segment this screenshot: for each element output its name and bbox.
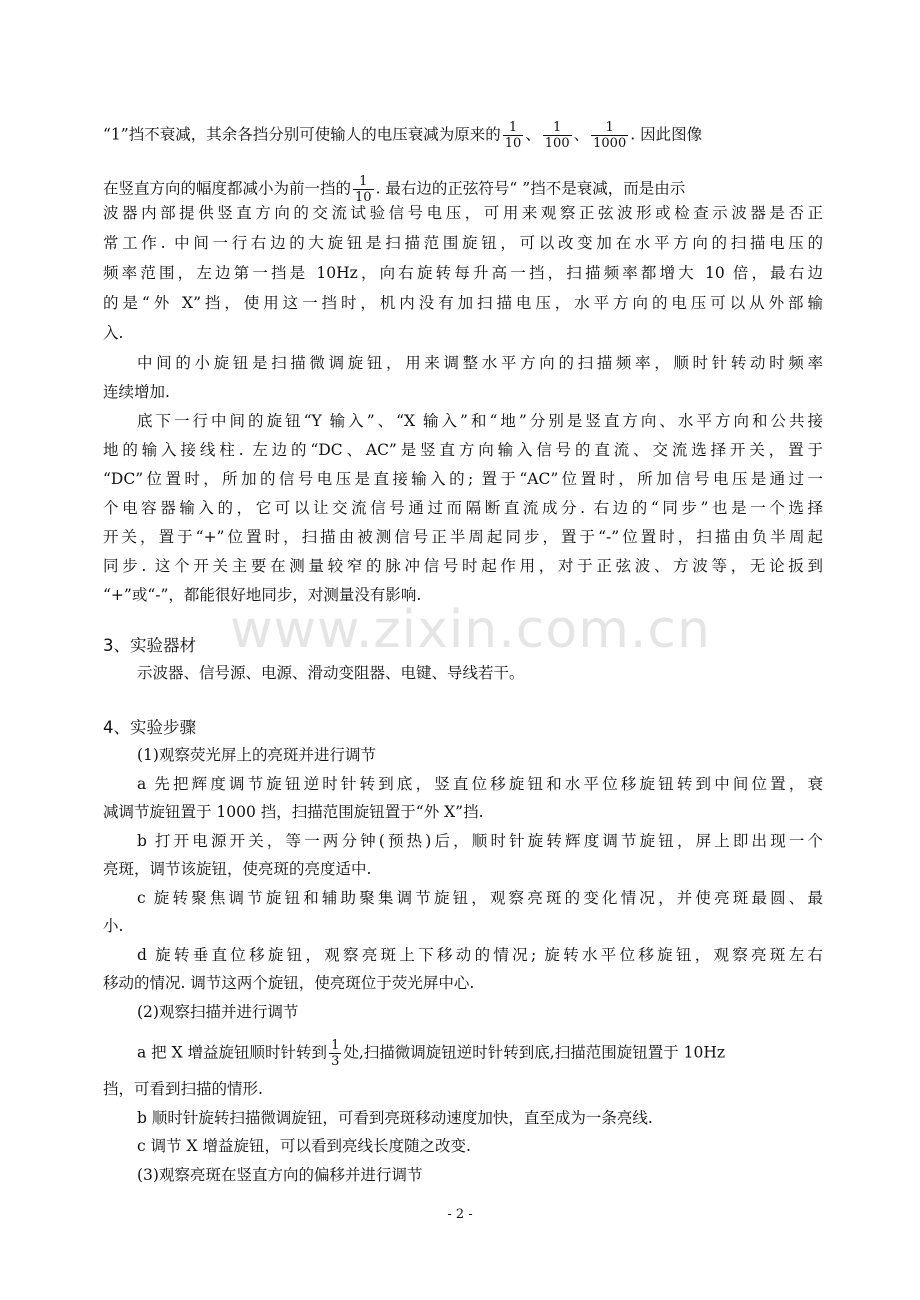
step-1b-line-1: b 打开电源开关，等一两分钟(预热)后，顺时针旋转辉度调节旋钮，屏上即出现一个 <box>137 832 823 850</box>
p3-line-1: 底下一行中间的旋钮“Y 输入”、“X 输入”和“地”分别是竖直方向、水平方向和公共接 <box>137 412 823 430</box>
p3-line-7: “+”或“-”，都能很好地同步，对测量没有影响. <box>103 586 422 604</box>
p1-line-6: 的是“外 X”挡，使用这一挡时，机内没有加扫描电压，水平方向的电压可以从外部输 <box>103 294 823 312</box>
p3-line-4: 个电容器输入的，它可以让交流信号通过而隔断直流成分. 右边的“同步”也是一个选择 <box>103 499 823 517</box>
step-2c: c 调节 X 增益旋钮，可以看到亮线长度随之改变. <box>137 1137 471 1155</box>
p1-line-2: 在竖直方向的幅度都减小为前一挡的 $\frac{1}{10}$ . 最右边的正弦符号“ ”挡不是衰减，而是由示 <box>103 174 686 205</box>
step-1a-line-1: a 先把辉度调节旋钮逆时针转到底，竖直位移旋钮和水平位移旋钮转到中间位置，衰 <box>137 775 823 793</box>
step-1c-line-2: 小. <box>103 917 124 935</box>
step-2a-line-1: a 把 X 增益旋钮顺时针转到 $\frac{1}{3}$ 处,扫描微调旋钮逆时针转到底,扫描范围旋钮置于 10Hz <box>137 1038 726 1069</box>
fraction-one-hundredth: $\frac{1}{100}$ <box>544 120 570 151</box>
section-4-heading: 4、实验步骤 <box>103 718 196 737</box>
section-3-heading: 3、实验器材 <box>103 636 196 655</box>
p3-line-2: 地的输入接线柱. 左边的“DC、AC”是竖直方向输入信号的直流、交流选择开关，置于 <box>103 441 823 459</box>
fraction-one-thousandth: $\frac{1}{1000}$ <box>593 120 627 151</box>
fraction-one-tenth: $\frac{1}{10}$ <box>504 120 522 151</box>
p1-line-1: “1”挡不衰减，其余各挡分别可使输人的电压衰减为原来的 $\frac{1}{10}$ 、 $\frac{1}{100}$ 、 $\frac{1}{1000}$ . 因此图像 <box>103 120 703 151</box>
p3-line-6: 同步. 这个开关主要在测量较窄的脉冲信号时起作用，对于正弦波、方波等，无论扳到 <box>103 557 823 575</box>
p1-line-4: 常工作. 中间一行右边的大旋钮是扫描范围旋钮，可以改变加在水平方向的扫描电压的 <box>103 234 823 252</box>
step-1a-line-2: 减调节旋钮置于 1000 挡，扫描范围旋钮置于“外 X”挡. <box>103 803 484 821</box>
step-1c-line-1: c 旋转聚焦调节旋钮和辅助聚集调节旋钮，观察亮斑的变化情况，并使亮斑最圆、最 <box>137 889 823 907</box>
page-number: - 2 - <box>447 1207 473 1222</box>
p1-line-5: 频率范围，左边第一挡是 10Hz，向右旋转每升高一挡，扫描频率都增大 10 倍，最右边 <box>103 264 823 282</box>
step-3-title: (3)观察亮斑在竖直方向的偏移并进行调节 <box>137 1166 423 1184</box>
p3-line-5: 开关，置于“+”位置时，扫描由被测信号正半周起同步，置于“-”位置时，扫描由负半周起 <box>103 528 823 546</box>
watermark: www.zixin.com.cn <box>230 600 711 660</box>
p3-line-3: “DC”位置时，所加的信号电压是直接输入的; 置于“AC”位置时，所加信号电压是通过一 <box>103 470 823 488</box>
step-1b-line-2: 亮斑，调节该旋钮，使亮斑的亮度适中. <box>103 860 372 878</box>
step-2a-line-2: 挡，可看到扫描的情形. <box>103 1080 263 1098</box>
p1-line-7: 入. <box>103 324 124 342</box>
step-2-title: (2)观察扫描并进行调节 <box>137 1003 299 1021</box>
section-3-body: 示波器、信号源、电源、滑动变阻器、电键、导线若干。 <box>137 664 525 682</box>
p2-line-2: 连续增加. <box>103 383 170 401</box>
step-1d-line-2: 移动的情况. 调节这两个旋钮，使亮斑位于荧光屏中心. <box>103 974 475 992</box>
fraction-one-tenth-b: $\frac{1}{10}$ <box>355 174 372 205</box>
step-1d-line-1: d 旋转垂直位移旋钮，观察亮斑上下移动的情况; 旋转水平位移旋钮，观察亮斑左右 <box>137 946 823 964</box>
step-1-title: (1)观察荧光屏上的亮斑并进行调节 <box>137 746 376 764</box>
p1-line-3: 波器内部提供竖直方向的交流试验信号电压，可用来观察正弦波形或检查示波器是否正 <box>103 204 823 222</box>
p2-line-1: 中间的小旋钮是扫描微调旋钮，用来调整水平方向的扫描频率，顺时针转动时频率 <box>137 354 823 372</box>
step-2b: b 顺时针旋转扫描微调旋钮，可看到亮斑移动速度加快，直至成为一条亮线. <box>137 1109 653 1127</box>
fraction-one-third: $\frac{1}{3}$ <box>331 1038 340 1069</box>
